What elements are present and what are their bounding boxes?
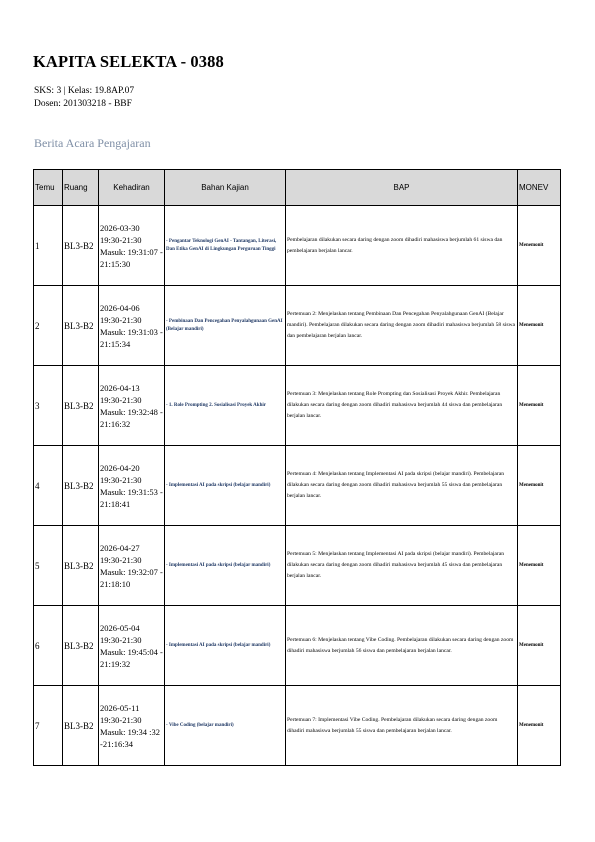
cell-temu: 4 (34, 446, 63, 526)
table-header-row (34, 170, 561, 206)
cell-monev: Menemonit (518, 686, 561, 766)
cell-bahan-kajian: - Implementasi AI pada skripsi (belajar mandiri) (165, 606, 286, 686)
table-row (34, 286, 561, 366)
cell-ruang: BL3-B2 (63, 606, 99, 686)
cell-bap: Pertemuan 7: Implementasi Vibe Coding. Pembelajaran dilakukan secara daring dengan zoom dihadiri mahasiswa berjumlah 55 siswa dan pembelajaran berjalan lancar. (286, 686, 518, 766)
cell-bap: Pembelajaran dilakukan secara daring dengan zoom dihadiri mahasiswa berjumlah 61 siswa dan pembelajaran berjalan lancar. (286, 206, 518, 286)
cell-bahan-kajian: - Pembinaan Dan Pencegahan Penyalahgunaan GenAI (Belajar mandiri) (165, 286, 286, 366)
table-row (34, 366, 561, 446)
col-header-monev: MONEV (518, 170, 561, 206)
col-header-bap: BAP (286, 170, 518, 206)
cell-ruang: BL3-B2 (63, 286, 99, 366)
lecturer-info: Dosen: 201303218 - BBF (34, 99, 132, 109)
col-header-bahan-kajian: Bahan Kajian (165, 170, 286, 206)
cell-monev: Menemonit (518, 206, 561, 286)
cell-bap: Pertemuan 6: Menjelaskan tentang Vibe Coding. Pembelajaran dilakukan secara daring dengan zoom dihadiri mahasiswa berjumlah 56 siswa dan pembelajaran berjalan lancar. (286, 606, 518, 686)
cell-temu: 7 (34, 686, 63, 766)
cell-temu: 2 (34, 286, 63, 366)
cell-temu: 6 (34, 606, 63, 686)
col-header-temu: Temu (34, 170, 63, 206)
cell-ruang: BL3-B2 (63, 686, 99, 766)
bap-table (33, 169, 561, 766)
cell-bap: Pertemuan 4: Menjelaskan tentang Implementasi AI pada skripsi (belajar mandiri). Pembelajaran dilakukan secara daring dengan zoom dihadiri mahasiswa berjumlah 55 siswa dan pembelajaran berjalan lancar. (286, 446, 518, 526)
cell-bap: Pertemuan 3: Menjelaskan tentang Role Prompting dan Sosialisasi Proyek Akhir. Pembelajaran dilakukan secara daring dengan zoom dihadiri mahasiswa berjumlah 44 siswa dan pembelajaran berjalan lancar. (286, 366, 518, 446)
cell-ruang: BL3-B2 (63, 446, 99, 526)
table-row (34, 526, 561, 606)
cell-kehadiran: 2026-05-11 19:30-21:30 Masuk: 19:34 :32 -21:16:34 (99, 686, 165, 766)
cell-ruang: BL3-B2 (63, 206, 99, 286)
col-header-kehadiran: Kehadiran (99, 170, 165, 206)
cell-bahan-kajian: - 1. Role Prompting 2. Sosialisasi Proyek Akhir (165, 366, 286, 446)
table-row (34, 686, 561, 766)
cell-monev: Menemonit (518, 526, 561, 606)
table-row (34, 606, 561, 686)
cell-bahan-kajian: - Pengantar Teknologi GenAI - Tantangan, Literasi, Dan Etika GenAI di Lingkungan Perguruan Tinggi (165, 206, 286, 286)
cell-temu: 3 (34, 366, 63, 446)
cell-kehadiran: 2026-04-13 19:30-21:30 Masuk: 19:32:48 - 21:16:32 (99, 366, 165, 446)
cell-temu: 5 (34, 526, 63, 606)
cell-ruang: BL3-B2 (63, 366, 99, 446)
cell-bahan-kajian: - Implementasi AI pada skripsi (belajar mandiri) (165, 526, 286, 606)
course-info: SKS: 3 | Kelas: 19.8AP.07 (34, 86, 135, 96)
cell-kehadiran: 2026-04-06 19:30-21:30 Masuk: 19:31:03 - 21:15:34 (99, 286, 165, 366)
cell-monev: Menemonit (518, 606, 561, 686)
cell-kehadiran: 2026-03-30 19:30-21:30 Masuk: 19:31:07 - 21:15:30 (99, 206, 165, 286)
cell-monev: Menemonit (518, 446, 561, 526)
table-row (34, 206, 561, 286)
cell-monev: Menemonit (518, 286, 561, 366)
cell-ruang: BL3-B2 (63, 526, 99, 606)
cell-kehadiran: 2026-05-04 19:30-21:30 Masuk: 19:45:04 - 21:19:32 (99, 606, 165, 686)
section-title: Berita Acara Pengajaran (34, 136, 151, 150)
col-header-ruang: Ruang (63, 170, 99, 206)
cell-bahan-kajian: - Vibe Coding (belajar mandiri) (165, 686, 286, 766)
page-title: KAPITA SELEKTA - 0388 (33, 52, 224, 71)
cell-bahan-kajian: - Implementasi AI pada skripsi (belajar mandiri) (165, 446, 286, 526)
cell-kehadiran: 2026-04-20 19:30-21:30 Masuk: 19:31:53 - 21:18:41 (99, 446, 165, 526)
cell-kehadiran: 2026-04-27 19:30-21:30 Masuk: 19:32:07 - 21:18:10 (99, 526, 165, 606)
cell-bap: Pertemuan 2: Menjelaskan tentang Pembinaan Dan Pencegahan Penyalahgunaan GenAI (Belajar mandiri). Pembelajaran dilakukan secara daring dengan zoom dihadiri mahasiswa berjumlah 58 siswa dan pembelajaran berjalan lancar. (286, 286, 518, 366)
cell-monev: Menemonit (518, 366, 561, 446)
cell-bap: Pertemuan 5: Menjelaskan tentang Implementasi AI pada skripsi (belajar mandiri). Pembelajaran dilakukan secara daring dengan zoom dihadiri mahasiswa berjumlah 45 siswa dan pembelajaran berjalan lancar. (286, 526, 518, 606)
cell-temu: 1 (34, 206, 63, 286)
table-row (34, 446, 561, 526)
